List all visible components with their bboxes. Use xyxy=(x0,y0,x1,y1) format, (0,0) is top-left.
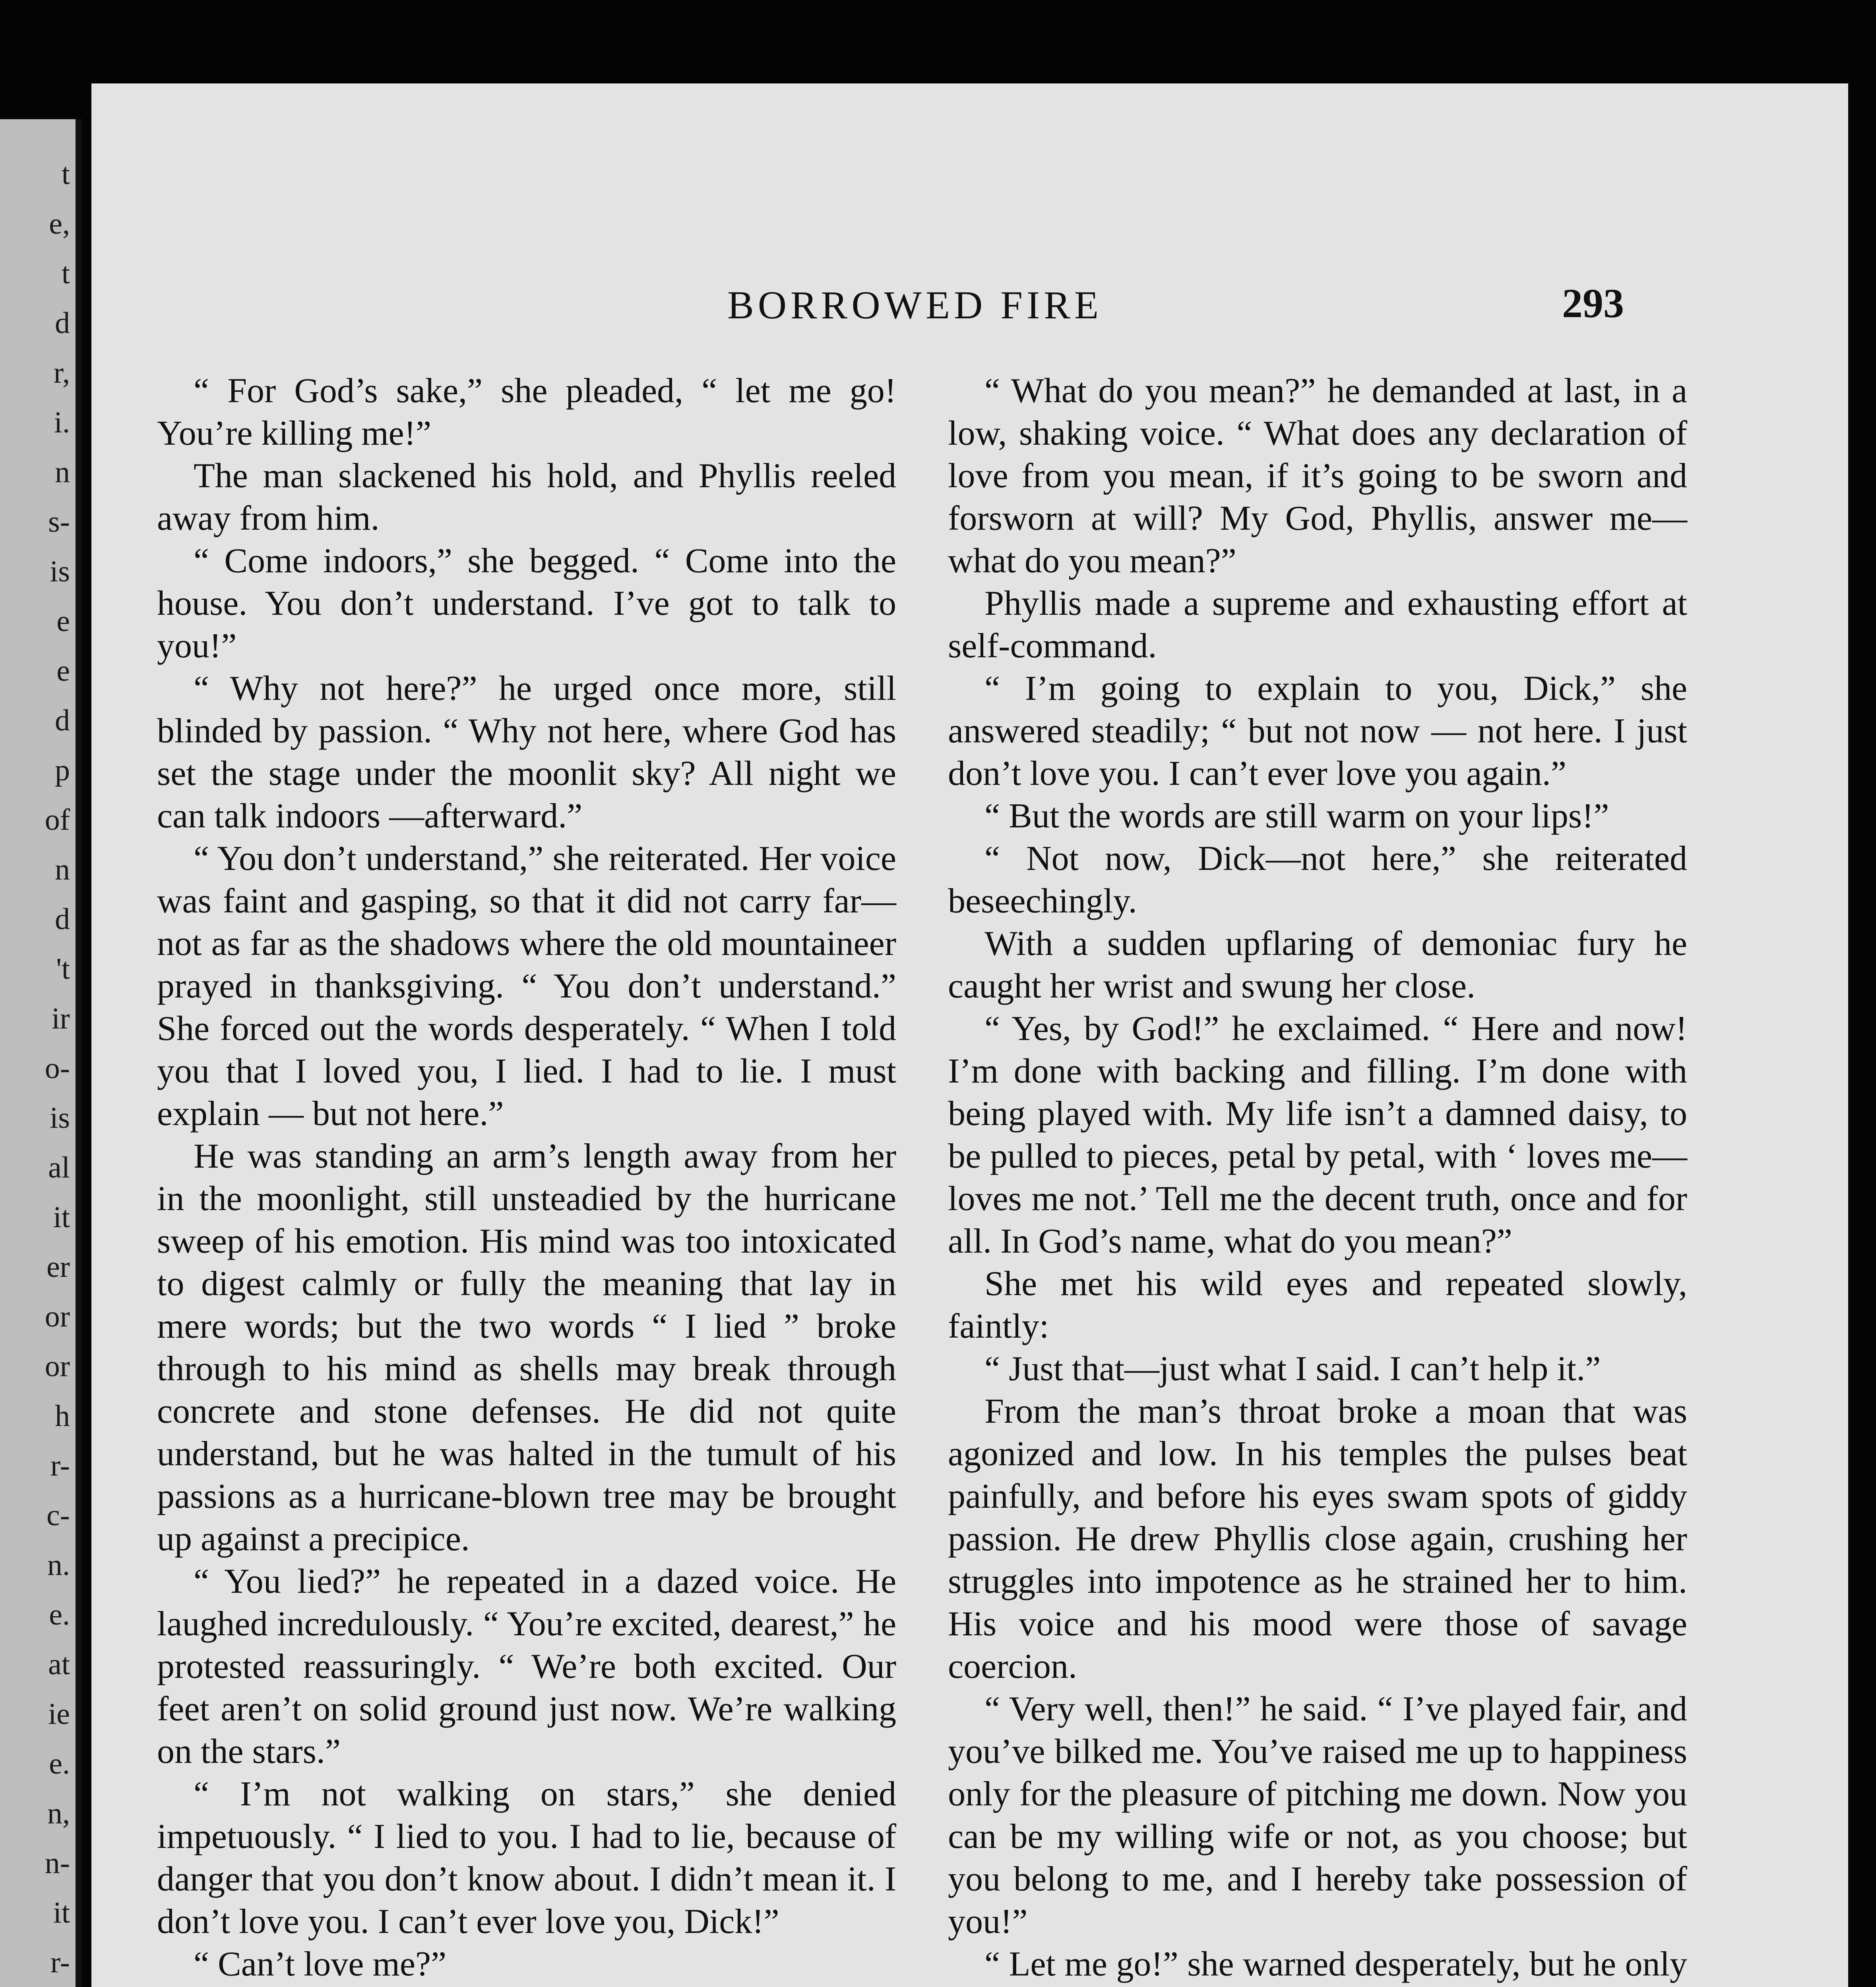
paragraph: “ Come indoors,” she begged. “ Come into the house. You don’t understand. I’ve got to talk to you!” xyxy=(157,542,896,665)
paragraph: The man slackened his hold, and Phyllis reeled away from him. xyxy=(157,457,896,538)
paragraph: “ I’m going to explain to you, Dick,” she answered steadily; “ but not now — not here. I just don’t love you. I can’t ever love you again.” xyxy=(948,669,1687,793)
paragraph: “ You lied?” he repeated in a dazed voice. He laughed incredulously. “ You’re excited, dearest,” he protested reassuringly. “ We’re both excited. Our feet aren’t on solid ground just now. We’re walking on the stars.” xyxy=(157,1562,896,1771)
paragraph: He was standing an arm’s length away from her in the moonlight, still unsteadied by the hurricane sweep of his emotion. His mind was too intoxicated to digest calmly or fully the meaning that lay in mere words; but the two words “ I lied ” broke through to his mind as shells may break through concrete and stone defenses. He did not quite understand, but he was halted in the tumult of his passions as a hurricane-blown tree may be brought up against a precipice. xyxy=(157,1137,896,1558)
margin-fragment: d xyxy=(55,902,70,936)
margin-fragment: er xyxy=(46,1250,70,1284)
adjacent-page-edge xyxy=(0,119,82,1987)
paragraph xyxy=(157,1985,896,1987)
paragraph: “ Not now, Dick—not here,” she reiterated beseechingly. xyxy=(948,839,1687,920)
margin-fragment: c- xyxy=(46,1499,70,1532)
paragraph: “ What do you mean?” he demanded at last, in a low, shaking voice. “ What does any declaration of love from you mean, if it’s going to be sworn and forsworn at will? My God, Phyllis, answer me—what do you mean?” xyxy=(948,372,1687,580)
paragraph: “ Let me go!” she warned desperately, but he only xyxy=(985,1945,1687,1983)
margin-fragment: e xyxy=(56,604,70,638)
margin-fragment: n xyxy=(55,853,70,886)
paragraph: “ But the words are still warm on your lips!” xyxy=(985,797,1609,835)
margin-fragment: is xyxy=(50,555,70,588)
margin-fragment: t xyxy=(61,257,70,290)
margin-fragment: e. xyxy=(49,1747,70,1780)
margin-fragment: r- xyxy=(50,1449,70,1482)
paragraph: “ Why not here?” he urged once more, still blinded by passion. “ Why not here, where God has set the stage under the moonlit sky? All night we can talk indoors —afterward.” xyxy=(157,669,896,835)
margin-fragment: or xyxy=(45,1350,70,1383)
paragraph: From the man’s throat broke a moan that was agonized and low. In his temples the pulses beat painfully, and before his eyes swam spots of giddy passion. He drew Phyllis close again, crushing her struggles into impotence as he strained her to him. His voice and his mood were those of savage coercion. xyxy=(948,1392,1687,1686)
margin-fragment: of xyxy=(45,803,70,837)
paragraph: With a sudden upflaring of demoniac fury he caught her wrist and swung her close. xyxy=(948,924,1687,1005)
paragraph: “ I’m not walking on stars,” she denied impetuously. “ I lied to you. I had to lie, because of danger that you don’t know about. I didn’t mean it. I don’t love you. I can’t ever love you, Dick!” xyxy=(157,1775,896,1941)
paragraph: “ Yes, by God!” he exclaimed. “ Here and now! I’m done with backing and filling. I’m done with being played with. My life isn’t a damned daisy, to be pulled to pieces, petal by petal, with ‘ loves me— loves me not.’ Tell me the decent truth, once and for all. In God’s name, what do you mean?” xyxy=(948,1009,1687,1261)
paragraph: Phyllis made a supreme and exhausting effort at self-command. xyxy=(948,584,1687,665)
paragraph: She met his wild eyes and repeated slowly, faintly: xyxy=(948,1265,1687,1346)
page-number: 293 xyxy=(1562,281,1624,326)
margin-fragment: ir xyxy=(51,1002,70,1035)
margin-fragment: e xyxy=(56,654,70,688)
margin-fragment: h xyxy=(55,1399,70,1433)
margin-fragment: or xyxy=(45,1300,70,1333)
margin-fragment: d xyxy=(55,704,70,737)
paragraph: “ Can’t love me?” xyxy=(194,1945,447,1983)
margin-fragment: 't xyxy=(56,952,70,986)
margin-fragment: al xyxy=(48,1151,70,1184)
margin-fragment: r, xyxy=(53,356,70,389)
margin-fragment: e, xyxy=(49,207,70,240)
margin-fragment: at xyxy=(48,1648,70,1681)
margin-fragment: s- xyxy=(48,505,70,538)
margin-fragment: n xyxy=(55,455,70,489)
left-text-column xyxy=(157,370,896,1987)
margin-fragment: ie xyxy=(48,1697,70,1731)
margin-fragment: i. xyxy=(54,406,70,439)
running-head xyxy=(91,282,1848,338)
chapter-title: BORROWED FIRE xyxy=(727,283,1103,327)
margin-fragment: it xyxy=(53,1201,70,1234)
margin-fragment: e. xyxy=(49,1598,70,1631)
margin-fragment: is xyxy=(50,1101,70,1135)
right-text-column xyxy=(948,370,1687,1987)
paragraph: “ You don’t understand,” she reiterated. Her voice was faint and gasping, so that it did not carry far—not as far as the shadows where the old mountaineer prayed in thanksgiving. “ You don’t understand.” She forced out the words desperately. “ When I told you that I loved you, I lied. I had to lie. I must explain — but not here.” xyxy=(157,839,896,1133)
paragraph: “ For God’s sake,” she pleaded, “ let me go! You’re killing me!” xyxy=(157,372,896,453)
paragraph: “ Very well, then!” he said. “ I’ve played fair, and you’ve bilked me. You’ve raised me up to happiness only for the pleasure of pitching me down. Now you can be my willing wife or not, as you choose; but you belong to me, and I hereby take possession of you!” xyxy=(948,1690,1687,1941)
book-page xyxy=(91,83,1848,1987)
margin-fragment: t xyxy=(61,157,70,191)
margin-fragment: r- xyxy=(50,1946,70,1979)
margin-fragment: d xyxy=(55,306,70,340)
margin-fragment: o- xyxy=(45,1052,70,1085)
margin-fragment: n- xyxy=(45,1846,70,1880)
margin-fragment: n, xyxy=(47,1797,70,1830)
margin-fragment: p xyxy=(55,753,70,787)
paragraph: “ Just that—just what I said. I can’t help it.” xyxy=(985,1350,1601,1388)
margin-fragment: n. xyxy=(47,1548,70,1582)
margin-fragment: it xyxy=(53,1896,70,1929)
